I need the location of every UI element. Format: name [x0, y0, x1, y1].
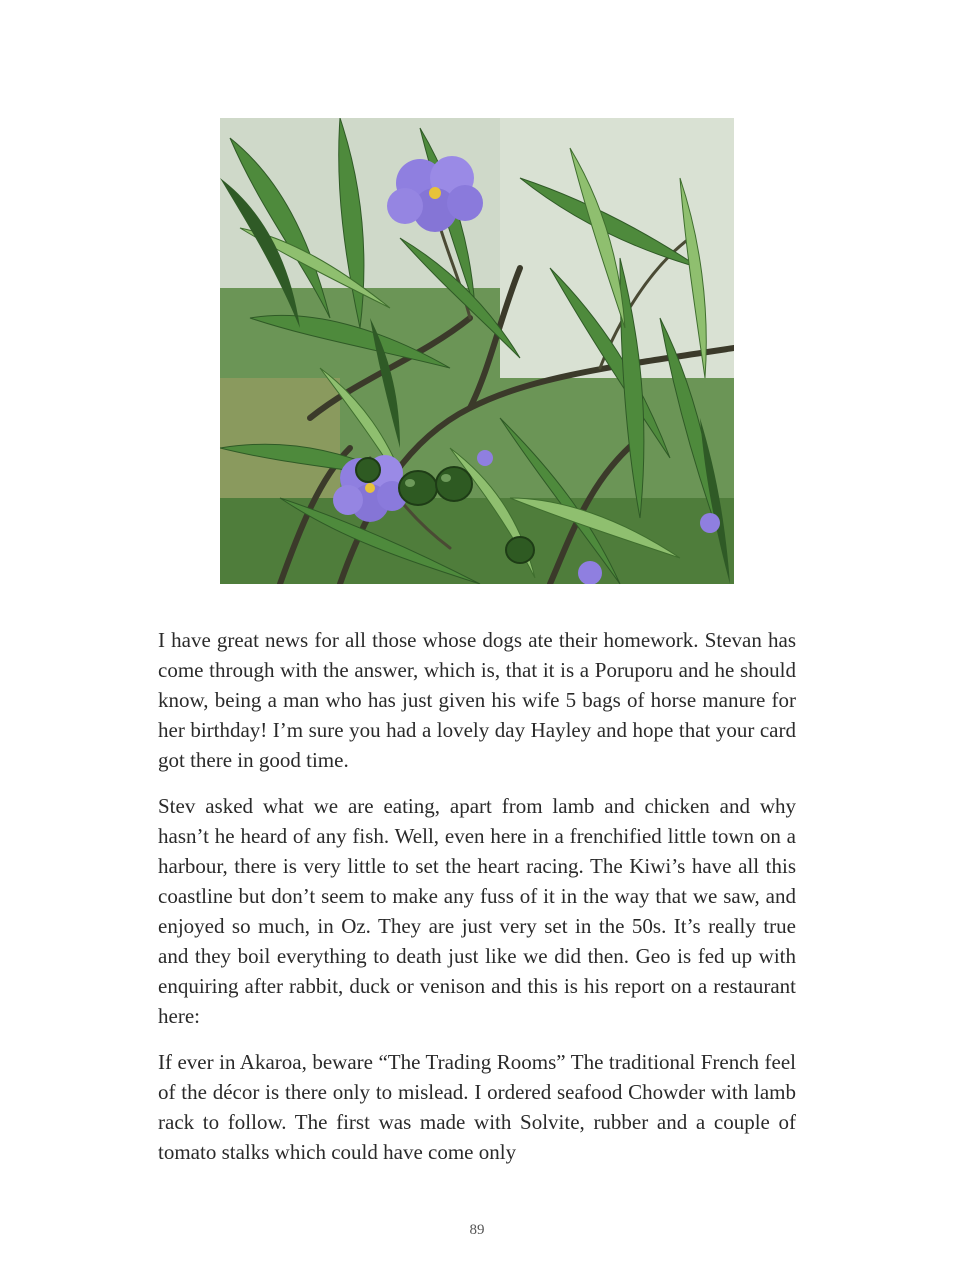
- paragraph-2: Stev asked what we are eating, apart from lamb and chicken and why hasn’t he heard of any fish. Well, even here in a frenchified little town on a harbour, there is very little to set the heart racing. The Kiwi’s have all this coastline but don’t seem to make any fuss of it in the way that we saw, and enjoyed so much, in Oz. They are just very set in the 50s. It’s really true and they boil everything to death just like we did then. Geo is fed up with enquiring after rabbit, duck or venison and this is his report on a restaurant here:: [158, 794, 796, 1028]
- plant-illustration: [220, 118, 734, 584]
- paragraph-1: I have great news for all those whose dogs ate their homework. Stevan has come through with the answer, which is, that it is a Poruporu and he should know, being a man who has just given his wife 5 bags of horse manure for her birthday! I’m sure you had a lovely day Hayley and hope that your card got there in good time.: [158, 628, 796, 772]
- poruporu-plant-photo: [220, 118, 734, 584]
- page-number: 89: [469, 1222, 485, 1238]
- body-text: [158, 625, 796, 1183]
- paragraph-3: If ever in Akaroa, beware “The Trading Rooms” The traditional French feel of the décor is there only to mislead. I ordered seafood Chowder with lamb rack to follow. The first was made with Solvite, rubber and a couple of tomato stalks which could have come only: [158, 1050, 796, 1164]
